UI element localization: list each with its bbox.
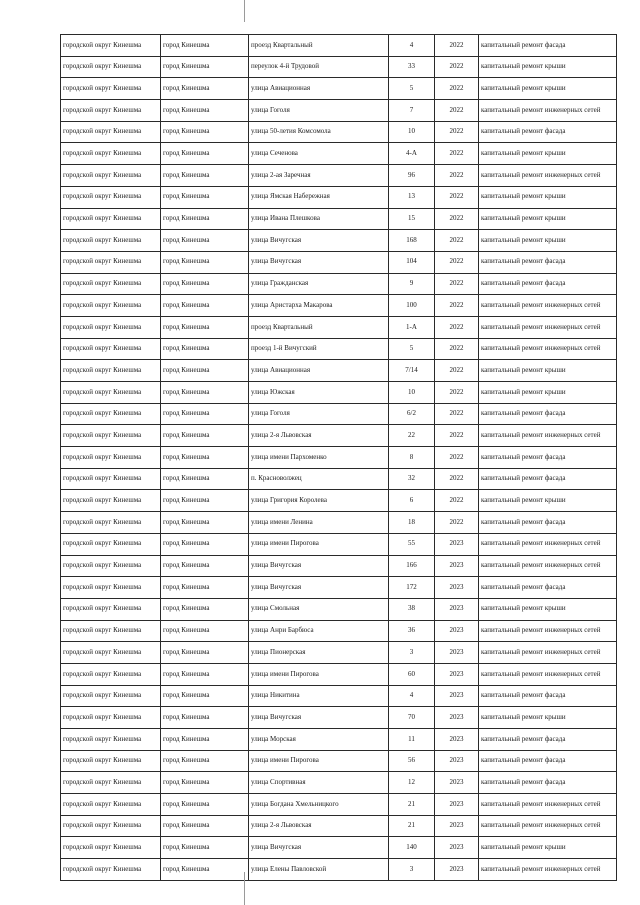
district-cell: городской округ Кинешма	[61, 165, 161, 187]
year-cell: 2022	[435, 186, 479, 208]
street-cell: улица Смольная	[249, 598, 389, 620]
table-row	[61, 56, 617, 78]
year-cell: 2023	[435, 555, 479, 577]
district-cell: городской округ Кинешма	[61, 143, 161, 165]
street-cell: улица Вичугская	[249, 837, 389, 859]
district-cell: городской округ Кинешма	[61, 577, 161, 599]
street-cell: улица имени Пирогова	[249, 663, 389, 685]
district-cell: городской округ Кинешма	[61, 772, 161, 794]
settlement-cell: город Кинешма	[161, 165, 249, 187]
settlement-cell: город Кинешма	[161, 750, 249, 772]
house-number-cell: 100	[389, 295, 435, 317]
house-number-cell: 15	[389, 208, 435, 230]
year-cell: 2022	[435, 316, 479, 338]
street-cell: улица Пионерская	[249, 642, 389, 664]
work-type-cell: капитальный ремонт инженерных сетей	[479, 663, 617, 685]
settlement-cell: город Кинешма	[161, 143, 249, 165]
year-cell: 2023	[435, 598, 479, 620]
work-type-cell: капитальный ремонт инженерных сетей	[479, 425, 617, 447]
work-type-cell: капитальный ремонт крыши	[479, 707, 617, 729]
district-cell: городской округ Кинешма	[61, 230, 161, 252]
street-cell: проезд Квартальный	[249, 35, 389, 57]
year-cell: 2022	[435, 273, 479, 295]
table-row	[61, 251, 617, 273]
house-number-cell: 36	[389, 620, 435, 642]
table-row	[61, 642, 617, 664]
year-cell: 2023	[435, 772, 479, 794]
work-type-cell: капитальный ремонт фасада	[479, 468, 617, 490]
house-number-cell: 10	[389, 121, 435, 143]
street-cell: проезд Квартальный	[249, 316, 389, 338]
work-type-cell: капитальный ремонт инженерных сетей	[479, 815, 617, 837]
settlement-cell: город Кинешма	[161, 316, 249, 338]
work-type-cell: капитальный ремонт крыши	[479, 382, 617, 404]
house-number-cell: 3	[389, 859, 435, 881]
table-row	[61, 663, 617, 685]
table-row	[61, 425, 617, 447]
house-number-cell: 3	[389, 642, 435, 664]
settlement-cell: город Кинешма	[161, 859, 249, 881]
house-number-cell: 33	[389, 56, 435, 78]
district-cell: городской округ Кинешма	[61, 512, 161, 534]
house-number-cell: 32	[389, 468, 435, 490]
year-cell: 2023	[435, 750, 479, 772]
year-cell: 2023	[435, 620, 479, 642]
settlement-cell: город Кинешма	[161, 230, 249, 252]
year-cell: 2022	[435, 56, 479, 78]
table-body	[61, 35, 617, 881]
district-cell: городской округ Кинешма	[61, 360, 161, 382]
district-cell: городской округ Кинешма	[61, 208, 161, 230]
house-number-cell: 21	[389, 794, 435, 816]
district-cell: городской округ Кинешма	[61, 338, 161, 360]
street-cell: улица 2-я Львовская	[249, 425, 389, 447]
scan-binding-mark-top	[244, 0, 245, 22]
year-cell: 2022	[435, 121, 479, 143]
street-cell: улица имени Пирогова	[249, 750, 389, 772]
year-cell: 2023	[435, 815, 479, 837]
street-cell: улица Аристарха Макарова	[249, 295, 389, 317]
district-cell: городской округ Кинешма	[61, 620, 161, 642]
work-type-cell: капитальный ремонт крыши	[479, 186, 617, 208]
street-cell: улица Гоголя	[249, 100, 389, 122]
district-cell: городской округ Кинешма	[61, 78, 161, 100]
house-number-cell: 13	[389, 186, 435, 208]
district-cell: городской округ Кинешма	[61, 316, 161, 338]
table-row	[61, 382, 617, 404]
street-cell: улица 50-летия Комсомола	[249, 121, 389, 143]
year-cell: 2022	[435, 78, 479, 100]
table-row	[61, 447, 617, 469]
district-cell: городской округ Кинешма	[61, 447, 161, 469]
table-row	[61, 360, 617, 382]
settlement-cell: город Кинешма	[161, 685, 249, 707]
table-row	[61, 403, 617, 425]
work-type-cell: капитальный ремонт инженерных сетей	[479, 555, 617, 577]
year-cell: 2022	[435, 165, 479, 187]
work-type-cell: капитальный ремонт фасада	[479, 121, 617, 143]
house-number-cell: 21	[389, 815, 435, 837]
street-cell: улица Вичугская	[249, 707, 389, 729]
street-cell: улица 2-ая Заречная	[249, 165, 389, 187]
house-number-cell: 56	[389, 750, 435, 772]
work-type-cell: капитальный ремонт крыши	[479, 143, 617, 165]
table-row	[61, 772, 617, 794]
street-cell: улица имени Пархоменко	[249, 447, 389, 469]
year-cell: 2022	[435, 512, 479, 534]
year-cell: 2022	[435, 403, 479, 425]
work-type-cell: капитальный ремонт крыши	[479, 230, 617, 252]
table-row	[61, 490, 617, 512]
work-type-cell: капитальный ремонт фасада	[479, 273, 617, 295]
table-row	[61, 186, 617, 208]
house-number-cell: 11	[389, 729, 435, 751]
work-type-cell: капитальный ремонт инженерных сетей	[479, 316, 617, 338]
year-cell: 2022	[435, 35, 479, 57]
year-cell: 2023	[435, 533, 479, 555]
district-cell: городской округ Кинешма	[61, 837, 161, 859]
street-cell: улица Авиационная	[249, 360, 389, 382]
house-number-cell: 70	[389, 707, 435, 729]
year-cell: 2022	[435, 360, 479, 382]
table-row	[61, 100, 617, 122]
table-row	[61, 468, 617, 490]
table-row	[61, 815, 617, 837]
street-cell: переулок 4-й Трудовой	[249, 56, 389, 78]
table-row	[61, 208, 617, 230]
street-cell: улица Никитина	[249, 685, 389, 707]
settlement-cell: город Кинешма	[161, 360, 249, 382]
table-row	[61, 685, 617, 707]
house-number-cell: 1-А	[389, 316, 435, 338]
district-cell: городской округ Кинешма	[61, 642, 161, 664]
house-number-cell: 5	[389, 338, 435, 360]
house-number-cell: 6/2	[389, 403, 435, 425]
settlement-cell: город Кинешма	[161, 598, 249, 620]
district-cell: городской округ Кинешма	[61, 425, 161, 447]
year-cell: 2022	[435, 425, 479, 447]
settlement-cell: город Кинешма	[161, 794, 249, 816]
house-number-cell: 5	[389, 78, 435, 100]
settlement-cell: город Кинешма	[161, 78, 249, 100]
year-cell: 2022	[435, 382, 479, 404]
settlement-cell: город Кинешма	[161, 490, 249, 512]
house-number-cell: 22	[389, 425, 435, 447]
work-type-cell: капитальный ремонт крыши	[479, 360, 617, 382]
table-row	[61, 533, 617, 555]
district-cell: городской округ Кинешма	[61, 273, 161, 295]
house-number-cell: 10	[389, 382, 435, 404]
district-cell: городской округ Кинешма	[61, 794, 161, 816]
settlement-cell: город Кинешма	[161, 447, 249, 469]
district-cell: городской округ Кинешма	[61, 121, 161, 143]
settlement-cell: город Кинешма	[161, 642, 249, 664]
settlement-cell: город Кинешма	[161, 533, 249, 555]
district-cell: городской округ Кинешма	[61, 685, 161, 707]
street-cell: улица Гоголя	[249, 403, 389, 425]
street-cell: улица имени Ленина	[249, 512, 389, 534]
work-type-cell: капитальный ремонт фасада	[479, 512, 617, 534]
settlement-cell: город Кинешма	[161, 837, 249, 859]
district-cell: городской округ Кинешма	[61, 403, 161, 425]
table-row	[61, 316, 617, 338]
district-cell: городской округ Кинешма	[61, 56, 161, 78]
table-row	[61, 620, 617, 642]
year-cell: 2022	[435, 447, 479, 469]
year-cell: 2022	[435, 468, 479, 490]
district-cell: городской округ Кинешма	[61, 598, 161, 620]
work-type-cell: капитальный ремонт инженерных сетей	[479, 533, 617, 555]
house-number-cell: 6	[389, 490, 435, 512]
table-row	[61, 338, 617, 360]
district-cell: городской округ Кинешма	[61, 35, 161, 57]
work-type-cell: капитальный ремонт инженерных сетей	[479, 794, 617, 816]
year-cell: 2023	[435, 837, 479, 859]
district-cell: городской округ Кинешма	[61, 533, 161, 555]
settlement-cell: город Кинешма	[161, 772, 249, 794]
house-number-cell: 4	[389, 35, 435, 57]
house-number-cell: 38	[389, 598, 435, 620]
table-row	[61, 555, 617, 577]
settlement-cell: город Кинешма	[161, 35, 249, 57]
year-cell: 2023	[435, 729, 479, 751]
work-type-cell: капитальный ремонт инженерных сетей	[479, 165, 617, 187]
house-number-cell: 60	[389, 663, 435, 685]
street-cell: улица Ивана Плешкова	[249, 208, 389, 230]
year-cell: 2023	[435, 663, 479, 685]
year-cell: 2023	[435, 685, 479, 707]
street-cell: улица Гражданская	[249, 273, 389, 295]
settlement-cell: город Кинешма	[161, 620, 249, 642]
district-cell: городской округ Кинешма	[61, 707, 161, 729]
street-cell: улица Вичугская	[249, 251, 389, 273]
house-number-cell: 96	[389, 165, 435, 187]
house-number-cell: 9	[389, 273, 435, 295]
table-row	[61, 512, 617, 534]
street-cell: улица Вичугская	[249, 230, 389, 252]
district-cell: городской округ Кинешма	[61, 729, 161, 751]
settlement-cell: город Кинешма	[161, 56, 249, 78]
district-cell: городской округ Кинешма	[61, 490, 161, 512]
house-number-cell: 172	[389, 577, 435, 599]
district-cell: городской округ Кинешма	[61, 815, 161, 837]
work-type-cell: капитальный ремонт фасада	[479, 685, 617, 707]
work-type-cell: капитальный ремонт крыши	[479, 78, 617, 100]
settlement-cell: город Кинешма	[161, 512, 249, 534]
district-cell: городской округ Кинешма	[61, 555, 161, 577]
work-type-cell: капитальный ремонт инженерных сетей	[479, 295, 617, 317]
house-number-cell: 168	[389, 230, 435, 252]
house-number-cell: 166	[389, 555, 435, 577]
settlement-cell: город Кинешма	[161, 815, 249, 837]
settlement-cell: город Кинешма	[161, 121, 249, 143]
settlement-cell: город Кинешма	[161, 707, 249, 729]
street-cell: улица Богдана Хмельницкого	[249, 794, 389, 816]
district-cell: городской округ Кинешма	[61, 468, 161, 490]
street-cell: улица Сеченова	[249, 143, 389, 165]
street-cell: улица Морская	[249, 729, 389, 751]
district-cell: городской округ Кинешма	[61, 750, 161, 772]
settlement-cell: город Кинешма	[161, 468, 249, 490]
table-row	[61, 859, 617, 881]
table-row	[61, 35, 617, 57]
table-row	[61, 121, 617, 143]
settlement-cell: город Кинешма	[161, 403, 249, 425]
settlement-cell: город Кинешма	[161, 251, 249, 273]
street-cell: проезд 1-й Вичугский	[249, 338, 389, 360]
year-cell: 2022	[435, 208, 479, 230]
work-type-cell: капитальный ремонт крыши	[479, 490, 617, 512]
street-cell: улица Южская	[249, 382, 389, 404]
work-type-cell: капитальный ремонт фасада	[479, 577, 617, 599]
settlement-cell: город Кинешма	[161, 729, 249, 751]
settlement-cell: город Кинешма	[161, 577, 249, 599]
settlement-cell: город Кинешма	[161, 208, 249, 230]
work-type-cell: капитальный ремонт фасада	[479, 729, 617, 751]
repair-schedule-table	[60, 34, 617, 881]
settlement-cell: город Кинешма	[161, 186, 249, 208]
work-type-cell: капитальный ремонт крыши	[479, 598, 617, 620]
district-cell: городской округ Кинешма	[61, 251, 161, 273]
district-cell: городской округ Кинешма	[61, 859, 161, 881]
table-row	[61, 165, 617, 187]
table-row	[61, 78, 617, 100]
year-cell: 2023	[435, 794, 479, 816]
work-type-cell: капитальный ремонт инженерных сетей	[479, 338, 617, 360]
year-cell: 2023	[435, 859, 479, 881]
house-number-cell: 8	[389, 447, 435, 469]
table-row	[61, 794, 617, 816]
work-type-cell: капитальный ремонт фасада	[479, 750, 617, 772]
work-type-cell: капитальный ремонт фасада	[479, 35, 617, 57]
work-type-cell: капитальный ремонт инженерных сетей	[479, 620, 617, 642]
work-type-cell: капитальный ремонт крыши	[479, 837, 617, 859]
table-row	[61, 750, 617, 772]
year-cell: 2022	[435, 100, 479, 122]
street-cell: п. Красноволжец	[249, 468, 389, 490]
year-cell: 2022	[435, 490, 479, 512]
work-type-cell: капитальный ремонт крыши	[479, 208, 617, 230]
district-cell: городской округ Кинешма	[61, 382, 161, 404]
settlement-cell: город Кинешма	[161, 295, 249, 317]
house-number-cell: 4	[389, 685, 435, 707]
district-cell: городской округ Кинешма	[61, 186, 161, 208]
year-cell: 2022	[435, 338, 479, 360]
settlement-cell: город Кинешма	[161, 555, 249, 577]
house-number-cell: 4-А	[389, 143, 435, 165]
year-cell: 2022	[435, 143, 479, 165]
work-type-cell: капитальный ремонт фасада	[479, 251, 617, 273]
table-row	[61, 273, 617, 295]
table-row	[61, 598, 617, 620]
street-cell: улица Вичугская	[249, 555, 389, 577]
street-cell: улица Вичугская	[249, 577, 389, 599]
district-cell: городской округ Кинешма	[61, 663, 161, 685]
table-row	[61, 837, 617, 859]
table-row	[61, 295, 617, 317]
house-number-cell: 55	[389, 533, 435, 555]
settlement-cell: город Кинешма	[161, 425, 249, 447]
house-number-cell: 7	[389, 100, 435, 122]
work-type-cell: капитальный ремонт инженерных сетей	[479, 642, 617, 664]
street-cell: улица Авиационная	[249, 78, 389, 100]
work-type-cell: капитальный ремонт инженерных сетей	[479, 859, 617, 881]
scan-binding-mark-bottom	[244, 872, 245, 905]
street-cell: улица имени Пирогова	[249, 533, 389, 555]
year-cell: 2022	[435, 251, 479, 273]
work-type-cell: капитальный ремонт инженерных сетей	[479, 100, 617, 122]
year-cell: 2022	[435, 295, 479, 317]
street-cell: улица 2-я Львовская	[249, 815, 389, 837]
settlement-cell: город Кинешма	[161, 100, 249, 122]
table-row	[61, 729, 617, 751]
year-cell: 2023	[435, 642, 479, 664]
house-number-cell: 7/14	[389, 360, 435, 382]
table-row	[61, 230, 617, 252]
settlement-cell: город Кинешма	[161, 663, 249, 685]
settlement-cell: город Кинешма	[161, 273, 249, 295]
district-cell: городской округ Кинешма	[61, 100, 161, 122]
work-type-cell: капитальный ремонт фасада	[479, 447, 617, 469]
settlement-cell: город Кинешма	[161, 382, 249, 404]
district-cell: городской округ Кинешма	[61, 295, 161, 317]
house-number-cell: 104	[389, 251, 435, 273]
table-row	[61, 143, 617, 165]
house-number-cell: 12	[389, 772, 435, 794]
street-cell: улица Ямская Набережная	[249, 186, 389, 208]
street-cell: улица Григория Королева	[249, 490, 389, 512]
street-cell: улица Елены Павловской	[249, 859, 389, 881]
work-type-cell: капитальный ремонт фасада	[479, 403, 617, 425]
street-cell: улица Анри Барбюса	[249, 620, 389, 642]
work-type-cell: капитальный ремонт крыши	[479, 56, 617, 78]
house-number-cell: 140	[389, 837, 435, 859]
year-cell: 2023	[435, 577, 479, 599]
work-type-cell: капитальный ремонт фасада	[479, 772, 617, 794]
settlement-cell: город Кинешма	[161, 338, 249, 360]
year-cell: 2022	[435, 230, 479, 252]
house-number-cell: 18	[389, 512, 435, 534]
street-cell: улица Спортивная	[249, 772, 389, 794]
table-row	[61, 577, 617, 599]
year-cell: 2023	[435, 707, 479, 729]
table-row	[61, 707, 617, 729]
